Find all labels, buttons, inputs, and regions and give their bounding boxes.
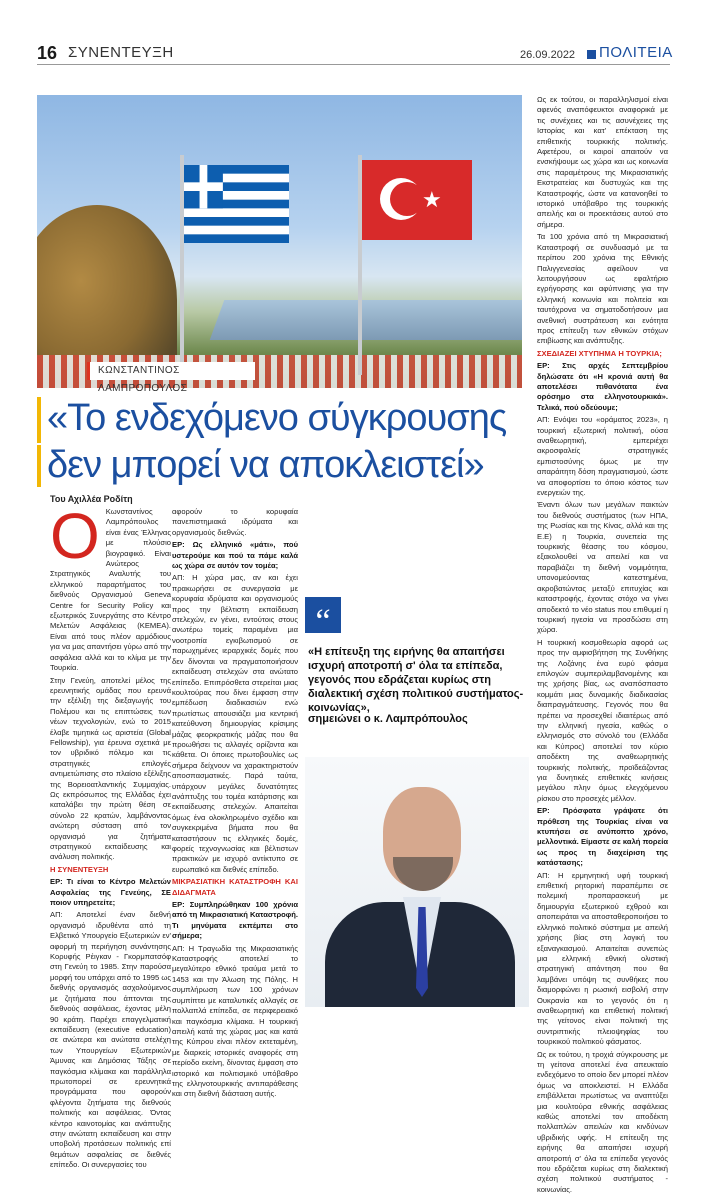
newspaper-brand: ΠΟΛΙΤΕΙΑ	[599, 44, 673, 61]
subheading: Η ΣΥΝΕΝΤΕΥΞΗ	[50, 864, 109, 874]
answer: ΑΠ: Αποτελεί έναν διεθνή οργανισμό ιδρυθέντα από τη Ελβετικό Υπουργείο Εξωτερικών εν' αφορμή τη περιήγηση συνάντησης Κορυφής Ρέιγκαν - Γκορμπατσόφ στη Γενεύη το 1985. Στην παρούσα μορφή του υπάρχει από το 1995 ως διεθνής οργανισμός ασχολούμενος με ζητήματα που άπτονται της διεθνούς ασφάλειας, έχοντας μέλη 90 κράτη. Παρέχει επαγγελματική εκπαίδευση (executive education) σε ανώτερα και ανώτατα στελέχη των Υπουργείων Εξωτερικών Άμυνας και Δημόσιας Τάξης σε παγκόσμια κλίμακα και παράλληλα πρωτοπορεί σε ερευνητικά προγράμματα που αφορούν φλέγοντα ζητήματα της διεθνούς πολιτικής και ασφάλειας. Όντας κέντρο καινοτομίας και ανάπτυξης στην ανώτατη εκπαίδευση και στην υποβολή προτάσεων πολιτικής επί θεμάτων ασφαλείας σε διεθνές επίπεδο. Οι συνεργασίες του	[50, 910, 171, 1170]
author-caption-box	[87, 362, 255, 394]
section-title: ΣΥΝΕΝΤΕΥΞΗ	[68, 44, 174, 61]
answer: ΑΠ: Ενόψει του «οράματος 2023», η τουρκική εξωτερική πολιτική, ούσα αναθεωρητική, εμπεριέχει ακροσφαλείς στρατηγικές εμπιστοσύνης όμως με την απαράιτητη δόση πραγματισμού, ώστε να αποφορτίσει το όποιο κόστος των ενεργειών της.	[537, 415, 668, 498]
byline: Του Αχιλλέα Ροδίτη	[50, 494, 133, 504]
question: ΕΡ: Τι είναι το Κέντρο Μελετών Ασφαλείας της Γενεύης, ΣΕ ποιον υπηρετείτε;	[50, 877, 171, 908]
quote-mark-icon: “	[305, 597, 341, 633]
headline-line-1: «Το ενδεχόμενο σύγκρουσης	[47, 397, 507, 439]
pull-quote: «Η επίτευξη της ειρήνης θα απαιτήσει ισχυρή αποτροπή σ' όλα τα επίπεδα, γεγονός που εδράζεται κυρίως στη διαλεκτική σχέση πολιτικού συστήματος-κοινωνίας»,	[308, 646, 524, 714]
headline-accent-bar	[37, 445, 41, 487]
flags-photo	[37, 95, 522, 388]
headline-accent-bar	[37, 397, 41, 443]
issue-date: 26.09.2022	[520, 49, 576, 61]
paragraph: Ως εκ τούτου, οι παραλληλισμοί είναι αφενός αναπόφευκτοι αναφορικά με τις συνέχειες και τις ασυνέχειες της Ιστορίας και κατ' επέκταση της επιθετικής τουρκικής πολιτικής. Αφετέρου, οι καιροί απαιτούν να ενσκήψουμε ως χώρα και ως κοινωνία στις παραμέτρους της Μικρασιατικής Εκστρατείας και δυστυχώς και της Καταστροφής, ώστε να κατανοηθεί το ιστορικό υπόβαθρο της τουρκικής απειλής και οι προεκτάσεις αυτού στο σήμερα.	[537, 95, 668, 229]
paragraph: Ως εκ τούτου, η τροχιά σύγκρουσης με τη γείτονα αποτελεί ένα απευκταίο ενδεχόμενο το οποίο δεν μπορεί πλέον όμως να αποκλειστεί. Η Ελλάδα επιβάλλεται πρωτίστως να αναπτύξει μια κουλτούρα εθνικής ασφάλειας καθώς αποτελεί τον αποδέκτη πολλαπλών απειλών και κινδύνων υβριδικής υφής. Η επίτευξη της ειρήνης θα απαιτήσει ισχυρή αποτροπή σ' όλα τα επίπεδα γεγονός που εδράζεται κυρίως στη διαλεκτική σχέση πολιτικού συστήματος - κοινωνίας.	[537, 1049, 668, 1194]
question: ΕΡ: Πρόσφατα γράψατε ότι πρόθεση της Τουρκίας είναι να κτυπήσει σε ανύποπτο χρόνο, μελλοντικά. Είμαστε σε καλή πορεία ως προς τη διαχείριση της κατάστασης;	[537, 806, 668, 868]
header-divider	[37, 64, 670, 65]
column-1	[50, 500, 171, 1173]
column-3	[537, 95, 668, 1197]
pull-quote-attribution: σημειώνει ο κ. Λαμπρόπουλος	[308, 713, 468, 725]
paragraph: αφορούν το κορυφαία πανεπιστημιακά ιδρύματα και οργανισμούς διεθνώς.	[172, 507, 298, 537]
question: ΕΡ: Συμπληρώθηκαν 100 χρόνια από τη Μικρασιατική Καταστροφή. Τι μηνύματα εκπέμπει στο σήμερα;	[172, 900, 298, 941]
drop-cap: Ο	[50, 500, 100, 572]
author-caption: ΚΩΝΣΤΑΝΤΙΝΟΣ ΛΑΜΠΡΟΠΟΥΛΟΣ	[98, 365, 188, 394]
headline-line-2: δεν μπορεί να αποκλειστεί»	[47, 444, 484, 486]
greek-flag-icon	[184, 165, 289, 243]
page-header	[0, 0, 707, 70]
brand-square-icon	[587, 50, 596, 59]
portrait-photo	[305, 757, 529, 1007]
page-number: 16	[37, 43, 58, 63]
paragraph: Η τουρκική κοσμοθεωρία αφορά ως προς την αμφισβήτηση της Συνθήκης της Λοζάνης ένα ευρύ φάσμα επιλογών συμπεριλαμβανομένης και της χρήσης βίας, ως αναπόσπαστο κομμάτι μιας δυναμικής διαδικασίας διαπραγμάτευσης. Γεγονός που θα πρέπει να προσεχθεί ιδιαιτέρως από την ελληνική ηγεσία, καθώς ο ελληνισμός στο σύνολό του (Ελλάδα και Κύπρος) αποτελεί τον κύριο αποδέκτη της αναθεωρητικής τουρκικής πολιτικής, προϊδεάζοντας για δυνητικές επιθετικές κινήσεις μεγάλου πλην όμως ελεγχόμενου ρίσκου στο προσεχές μέλλον.	[537, 637, 668, 803]
subheading: ΜΙΚΡΑΣΙΑΤΙΚΗ ΚΑΤΑΣΤΡΟΦΗ ΚΑΙ ΔΙΔΑΓΜΑΤΑ	[172, 877, 298, 897]
intro-paragraph: Κωνσταντίνος Λαμπρόπουλος είναι ένας Έλληνας με πλούσιο βιογραφικό. Είναι Ανώτερος Στρατηγικός Αναλυτής του ελληνικού παραρτήματος του διεθνούς Οργανισμού Geneva Centre for Security Policy και εξωτερικός Συνεργάτης στο Κέντρο Μελετών Ασφάλειας (ΚΕΜΕΑ). Είναι από τους πλέον αρμόδιους για να μας απαντήσει γύρω από την ασφάλεια αλλά και το κλίμα με την Τουρκία.	[50, 507, 171, 673]
answer: ΑΠ: Η ερμηνητική υφή τουρκική επιθετική ρητορική παραπέμπει σε πολεμική προπαρασκευή με δημιουργία εξωτερικού εχθρού και αποπειράται να αποσταθεροποιήσει το ελληνικό πολιτικό σύστημα με απειλή χρήσης βίας στη λογική του εξαναγκασμού. Απαιτείται συνεπώς μια ελληνική εθνική ολιστική στρατηγική απάντηση που θα λαμβάνει υπόψη τις συνθήκες που διαμορφώνει η ρωσική εισβολή στην Ουκρανία και το γεγονός ότι η αναθεωρητική και επιθετική πολιτική της γείτονος είναι πολιτική της συντριπτικής πλειοψηφίας του τουρκικού πολιτικού φάσματος.	[537, 870, 668, 1047]
answer: ΑΠ: Η χώρα μας, αν και έχει πρακωρήσει σε συνεργασία με κορυφαία ιδρύματα και οργανισμούς προς την βέλτιστη εκπαίδευση στελεχών, εν γένει, εντούτοις στους ανωτέρω τομείς παραμένει μια νοοτροπία εγκιβωτισμού σε παρωχημένες ιεραρχικές δομές που δεν δίνονται να πραγματοποιήσουν εκπαίδευση στελεχών στα ανώτατο επίπεδο. Επιπρόσθετα στερείται μιας κουλτούρας που δίνει έμφαση στην εμπέδωση διαδικασιών ενώ πρωτίστως απουσιάζει μια κεντρική κατεύθυνση δημιουργίας κρίσιμης μάζας φεορκρατικής μάζας που θα προωθήσει τις αλλαγές ορίζοντα και κάθετα. Οι όποιες πρωτοβουλίες ως σήμερα δείχνουν να χαρακτηριστούν αποσπασματικές. Παρά ταύτα, υπάρχουν μεγάλες δυνατότητες ανάπτυξης του τομέα κατάρτισης και εκπαίδευσης στελεχών. Απαιτείται όμως ένα ολοκληρωμένο σχέδιο και συγκεκριμένα βήματα που θα καταστήσουν τις ελληνικές δομές, φορείς τεχνογνωσίας και βέλτιστων πρακτικών με ισχυρό αντίκτυπο σε ευρωπαϊκό και διεθνές επίπεδο.	[172, 573, 298, 874]
turkish-flag-icon: ★	[362, 160, 472, 240]
question: ΕΡ: Στις αρχές Σεπτεμβρίου δηλώσατε ότι «Η κρονιά αυτή θα αποτελέσει πιθανότατα ένα ορόσημο στα ελληνοτουρκικά». Τελικά, πού οδεύουμε;	[537, 361, 668, 412]
subheading: ΣΧΕΔΙΑΖΕΙ ΧΤΥΠΗΜΑ Η ΤΟΥΡΚΙΑ;	[537, 348, 662, 358]
river-shape	[210, 300, 522, 340]
question: ΕΡ: Ως ελληνικό «μάτι», πού υστερούμε και πού τα πάμε καλά ως χώρα σε αυτόν τον τομέα;	[172, 540, 298, 571]
answer: ΑΠ: Η Τραγωδία της Μικρασιατικής Καταστροφής αποτελεί το μεγαλύτερο εθνικό τραύμα μετά το 1453 και την Άλωση της Πόλης. Η συμπλήρωση των 100 χρόνων συμπίπτει με καταλυτικές αλλαγές σε πολλαπλά επίπεδα, σε περιφερειακό και παγκόσμια κλίμακα. Η τουρκική απειλή κατά της χώρας μας και κατά της Κύπρου είναι πλέον εκτεταμένη, με διαρκείς ιστορικές αναφορές στη περίοδο εκείνη, δίνοντας έμφαση στο ιστορικό και πολιτισμικό υπόβαθρο της ελληνοτουρκικής αντιπαράθεσης και στη διεθνή διάσταση αυτής.	[172, 943, 298, 1099]
column-2	[172, 507, 298, 1102]
paragraph: Στην Γενεύη, αποτελεί μέλος της ερευνητικής ομάδας που ερευνά την εξέλιξη της διεξαγωγής του Πολέμου και τις επιπτώσεις των νέων τεχνολογιών, ενώ το 2015 έλαβε τιμητικά ως αριστεία (Global Fellowship), για έρευνα σχετικά με τον υβριδικό πόλεμο και τις στρατηγικές επιλογές αντιμετώπισης στο πλαίσιο εξέλιξης της Βορειοατλαντικής Συμμαχίας. Ως εκπρόσωπος της Ελλάδας έχει καταλάβει την πρώτη θέση σε σύνολο 22 κρατών, λαμβάνοντας ανώτερη σύσταση από τον οργανισμό για ζητήματα στρατηγικού εκπαίδευσης και ανάλυση πολιτικής.	[50, 675, 171, 862]
paragraph: Έναντι όλων των μεγάλων παικτών του διεθνούς συστήματος (των ΗΠΑ, της Ρωσίας και της Κίνας, αλλά και της Ε.Ε) η Τουρκία, συνεπεία της τουρκικής θέασης του κόσμου, εξακολουθεί να απειλεί και να παραβιάζει τη διεθνή νομιμότητα, υπονομεύοντας κατεστημένα, ακροβατώντας μεταξύ επιτυχίας και καταστροφής, έχοντας στόχο να γίνει αποδεκτό το νέο status που επιθυμεί η τουρκική ηγεσία να προσδώσει στη χώρα.	[537, 500, 668, 635]
paragraph: Τα 100 χρόνια από τη Μικρασιατική Καταστροφή σε συνδυασμό με τα περίπου 200 χρόνια της Εθνικής Παλιγγενεσίας αφείλουν να λειτουργήσουν ως εφαλτήριο εγρήγορσης και αφύπνισης για την ελληνική κοινωνία και πολιτεία και ταυτόχρονα να σηματοδοτήσουν μια ανεθνική συστράτευση και ενότητα προς επίτευξη των εθνικών στόχων επιβίωσης και ανάπτυξης.	[537, 232, 668, 346]
